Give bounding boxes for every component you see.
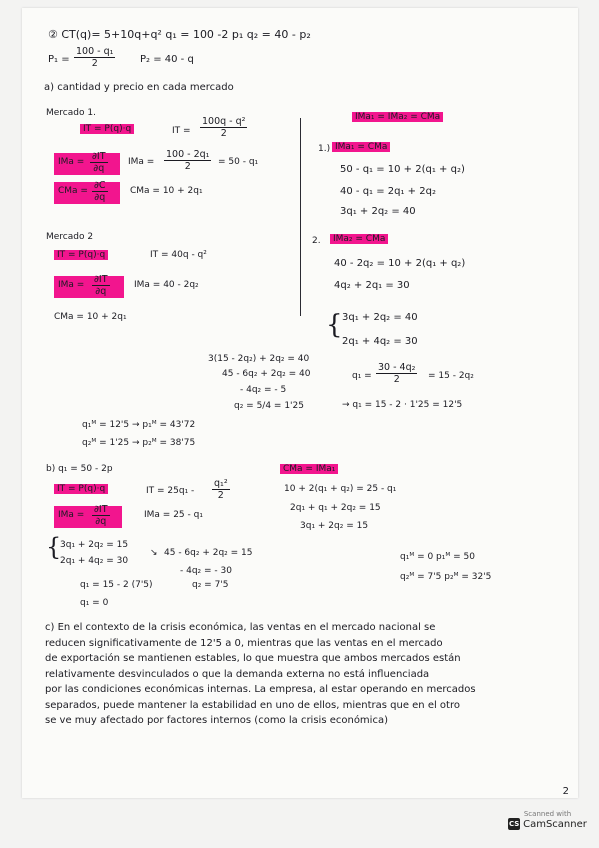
it2-highlight: IT = P(q)·q bbox=[54, 250, 108, 260]
q1-result: = 15 - 2q₂ bbox=[428, 371, 474, 381]
q1-denominator: 2 bbox=[393, 374, 400, 385]
system-brace: { bbox=[326, 310, 343, 340]
part-b-condition-line-3: 3q₁ + 2q₂ = 15 bbox=[300, 521, 369, 531]
part-b-system-line-1: 3q₁ + 2q₂ = 15 bbox=[60, 540, 129, 550]
part-b-arrow: ↘ bbox=[150, 548, 158, 558]
scanned-with-text: Scanned with bbox=[523, 810, 572, 818]
cmg-hl-denominator: ∂q bbox=[94, 192, 106, 203]
substitution-line-2: 45 - 6q₂ + 2q₂ = 40 bbox=[222, 369, 311, 379]
page-number: 2 bbox=[562, 786, 569, 797]
result-market-2: q₂ᴹ = 1'25 → p₂ᴹ = 38'75 bbox=[82, 438, 196, 448]
it-b-denominator: 2 bbox=[217, 490, 224, 501]
column-divider bbox=[300, 118, 301, 316]
part-a-title: a) cantidad y precio en cada mercado bbox=[44, 82, 234, 93]
it1-fraction bbox=[200, 116, 247, 139]
img-b-hl-numerator: ∂IT bbox=[94, 504, 108, 515]
it-b-label: IT = 25q₁ - bbox=[146, 486, 195, 496]
img2-expression: IMa = 40 - 2q₂ bbox=[134, 280, 199, 290]
it1-label: IT = bbox=[172, 126, 191, 136]
it-b-fraction bbox=[212, 478, 230, 501]
cmg1-expression: CMa = 10 + 2q₁ bbox=[130, 186, 203, 196]
it1-numerator: 100q - q² bbox=[202, 116, 246, 127]
cmg-highlight-fraction bbox=[92, 180, 108, 203]
p2-expression: P₂ = 40 - q bbox=[140, 54, 194, 65]
p1-label: P₁ = bbox=[48, 54, 70, 65]
condition-1-label: 1.) bbox=[318, 144, 331, 154]
p1-fraction bbox=[74, 46, 115, 69]
part-b-condition-highlight: CMa = IMa₁ bbox=[280, 464, 338, 474]
camscanner-icon: CS bbox=[508, 820, 520, 828]
img1-numerator: 100 - 2q₁ bbox=[166, 149, 210, 160]
system-line-1: 3q₁ + 2q₂ = 40 bbox=[342, 312, 418, 323]
img2-highlight-label: IMa = bbox=[58, 280, 85, 290]
part-b-title: b) q₁ = 50 - 2p bbox=[46, 464, 113, 474]
img2-hl-numerator: ∂IT bbox=[94, 274, 108, 285]
img1-highlight-fraction bbox=[90, 151, 108, 174]
img-b-highlight-fraction bbox=[92, 504, 110, 527]
it1-highlight: IT = P(q)·q bbox=[80, 124, 134, 134]
result-market-1: q₁ᴹ = 12'5 → p₁ᴹ = 43'72 bbox=[82, 420, 196, 430]
equilibrium-condition-highlight: IMa₁ = IMa₂ = CMa bbox=[352, 112, 443, 122]
part-b-condition-line-2: 2q₁ + q₁ + 2q₂ = 15 bbox=[290, 503, 381, 513]
img1-hl-numerator: ∂IT bbox=[92, 151, 106, 162]
img1-label: IMa = bbox=[128, 157, 155, 167]
part-b-substitution-line-3: q₂ = 7'5 bbox=[192, 580, 229, 590]
substitution-line-3: - 4q₂ = - 5 bbox=[240, 385, 287, 395]
cmg-hl-numerator: ∂C bbox=[94, 180, 106, 191]
q1-numerator: 30 - 4q₂ bbox=[378, 362, 416, 373]
camscanner-watermark bbox=[505, 810, 590, 830]
part-b-system-brace: { bbox=[46, 533, 62, 561]
part-b-result-1: q₁ᴹ = 0 p₁ᴹ = 50 bbox=[400, 552, 475, 562]
camscanner-logo bbox=[505, 818, 590, 830]
part-b-substitution-line-1: 45 - 6q₂ + 2q₂ = 15 bbox=[164, 548, 253, 558]
img1-result: = 50 - q₁ bbox=[218, 157, 259, 167]
q1-label: q₁ = bbox=[352, 371, 372, 381]
condition-2-line-2: 4q₂ + 2q₁ = 30 bbox=[334, 280, 410, 291]
it-b-highlight: IT = P(q)·q bbox=[54, 484, 108, 494]
q1-calculation: → q₁ = 15 - 2 · 1'25 = 12'5 bbox=[342, 400, 463, 410]
p1-numerator: 100 - q₁ bbox=[76, 46, 114, 57]
img1-denominator: 2 bbox=[184, 161, 191, 172]
img1-highlight-label: IMa = bbox=[58, 157, 85, 167]
condition-1-line-3: 3q₁ + 2q₂ = 40 bbox=[340, 206, 416, 217]
substitution-line-4: q₂ = 5/4 = 1'25 bbox=[234, 401, 304, 411]
img2-highlight-fraction bbox=[92, 274, 110, 297]
substitution-line-1: 3(15 - 2q₂) + 2q₂ = 40 bbox=[208, 354, 310, 364]
system-line-2: 2q₁ + 4q₂ = 30 bbox=[342, 336, 418, 347]
condition-1-line-1: 50 - q₁ = 10 + 2(q₁ + q₂) bbox=[340, 164, 465, 175]
part-b-substitution-line-2: - 4q₂ = - 30 bbox=[180, 566, 232, 576]
part-b-system-line-2: 2q₁ + 4q₂ = 30 bbox=[60, 556, 129, 566]
condition-2-highlight: IMa₂ = CMa bbox=[330, 234, 388, 244]
img2-hl-denominator: ∂q bbox=[95, 286, 107, 297]
cmg2-expression: CMa = 10 + 2q₁ bbox=[54, 312, 127, 322]
part-c-paragraph: c) En el contexto de la crisis económica, las ventas en el mercado nacional se reducen significativamente de 12'5 a 0, mientras que las ventas en el mercado de exportación se mantienen estables, lo que muestra que ambos mercados están relativamente desvinculados o que la demanda externa no está influenciada por las condiciones económicas internas. La empresa, al estar operando en mercados separados, puede mantener la estabilidad en uno de ellos, mientras que en el otro se ve muy afectado por factores internos (como la crisis económica) bbox=[45, 622, 476, 726]
condition-1-highlight: IMa₁ = CMa bbox=[332, 142, 390, 152]
part-b-result-2: q₂ᴹ = 7'5 p₂ᴹ = 32'5 bbox=[400, 572, 492, 582]
img1-fraction bbox=[164, 149, 211, 172]
img1-hl-denominator: ∂q bbox=[93, 163, 105, 174]
img-b-hl-denominator: ∂q bbox=[95, 516, 107, 527]
img-b-highlight-label: IMa = bbox=[58, 510, 85, 520]
part-b-q1-line-1: q₁ = 15 - 2 (7'5) bbox=[80, 580, 153, 590]
it1-denominator: 2 bbox=[220, 128, 227, 139]
condition-2-label: 2. bbox=[312, 236, 321, 246]
condition-2-line-1: 40 - 2q₂ = 10 + 2(q₁ + q₂) bbox=[334, 258, 466, 269]
mercado-1-title: Mercado 1. bbox=[46, 108, 96, 118]
p1-denominator: 2 bbox=[91, 58, 98, 69]
problem-statement: ② CT(q)= 5+10q+q² q₁ = 100 -2 p₁ q₂ = 40 - p₂ bbox=[48, 28, 311, 41]
q1-fraction bbox=[376, 362, 417, 385]
it-b-numerator: q₁² bbox=[214, 478, 228, 489]
it2-expression: IT = 40q - q² bbox=[150, 250, 207, 260]
part-b-q1-line-2: q₁ = 0 bbox=[80, 598, 109, 608]
mercado-2-title: Mercado 2 bbox=[46, 232, 94, 242]
img-b-expression: IMa = 25 - q₁ bbox=[144, 510, 203, 520]
part-b-condition-line-1: 10 + 2(q₁ + q₂) = 25 - q₁ bbox=[284, 484, 397, 494]
cmg-highlight-label: CMa = bbox=[58, 186, 88, 196]
camscanner-brand: CamScanner bbox=[523, 818, 587, 830]
condition-1-line-2: 40 - q₁ = 2q₁ + 2q₂ bbox=[340, 186, 436, 197]
